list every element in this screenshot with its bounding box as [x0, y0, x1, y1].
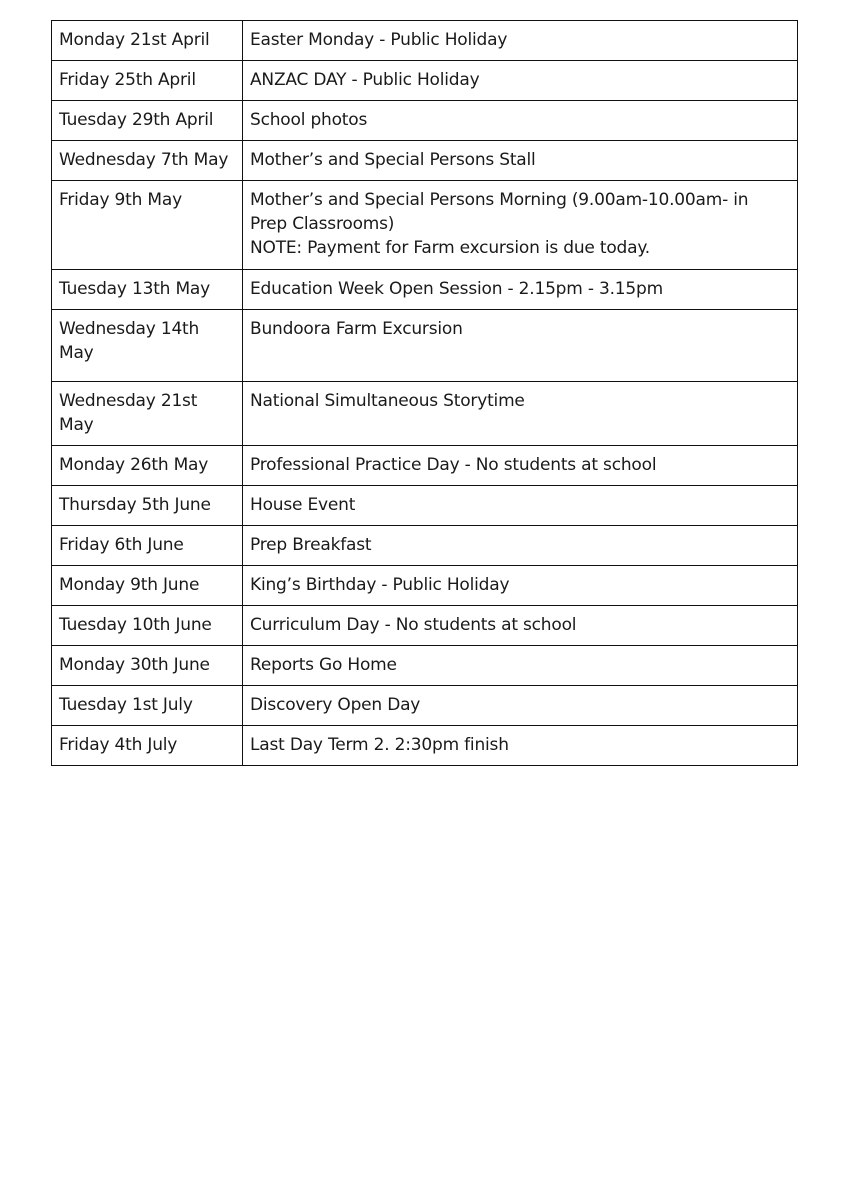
event-description: Professional Practice Day - No students at school: [243, 446, 798, 486]
table-row: [52, 21, 798, 61]
event-date: Tuesday 10th June: [52, 606, 243, 646]
events-table: [51, 20, 798, 766]
event-description: Reports Go Home: [243, 646, 798, 686]
event-description: King’s Birthday - Public Holiday: [243, 566, 798, 606]
table-row: [52, 310, 798, 382]
event-date: Friday 6th June: [52, 526, 243, 566]
event-date: Tuesday 13th May: [52, 270, 243, 310]
event-description: Discovery Open Day: [243, 686, 798, 726]
event-description: Education Week Open Session - 2.15pm - 3.15pm: [243, 270, 798, 310]
event-date: Friday 9th May: [52, 181, 243, 270]
event-date: Monday 26th May: [52, 446, 243, 486]
table-row: [52, 606, 798, 646]
event-description: Bundoora Farm Excursion: [243, 310, 798, 382]
event-description: Prep Breakfast: [243, 526, 798, 566]
event-description: Curriculum Day - No students at school: [243, 606, 798, 646]
event-date: Thursday 5th June: [52, 486, 243, 526]
table-row: [52, 686, 798, 726]
event-date: Tuesday 29th April: [52, 101, 243, 141]
table-row: [52, 566, 798, 606]
event-date: Tuesday 1st July: [52, 686, 243, 726]
event-date: Monday 9th June: [52, 566, 243, 606]
table-row: [52, 446, 798, 486]
table-row: [52, 61, 798, 101]
event-description: School photos: [243, 101, 798, 141]
table-row: [52, 526, 798, 566]
table-row: [52, 101, 798, 141]
table-row: [52, 181, 798, 270]
table-row: [52, 726, 798, 766]
table-row: [52, 382, 798, 446]
event-date: Friday 25th April: [52, 61, 243, 101]
event-date: Wednesday 14th May: [52, 310, 243, 382]
event-description: House Event: [243, 486, 798, 526]
event-description: Mother’s and Special Persons Morning (9.00am-10.00am- in Prep Classrooms) NOTE: Payment for Farm excursion is due today.: [243, 181, 798, 270]
event-date: Wednesday 7th May: [52, 141, 243, 181]
table-row: [52, 270, 798, 310]
event-description: National Simultaneous Storytime: [243, 382, 798, 446]
event-description: Last Day Term 2. 2:30pm finish: [243, 726, 798, 766]
table-row: [52, 646, 798, 686]
event-description: Easter Monday - Public Holiday: [243, 21, 798, 61]
table-row: [52, 486, 798, 526]
event-date: Wednesday 21st May: [52, 382, 243, 446]
table-row: [52, 141, 798, 181]
event-date: Monday 21st April: [52, 21, 243, 61]
event-date: Monday 30th June: [52, 646, 243, 686]
event-description: ANZAC DAY - Public Holiday: [243, 61, 798, 101]
event-date: Friday 4th July: [52, 726, 243, 766]
event-description: Mother’s and Special Persons Stall: [243, 141, 798, 181]
